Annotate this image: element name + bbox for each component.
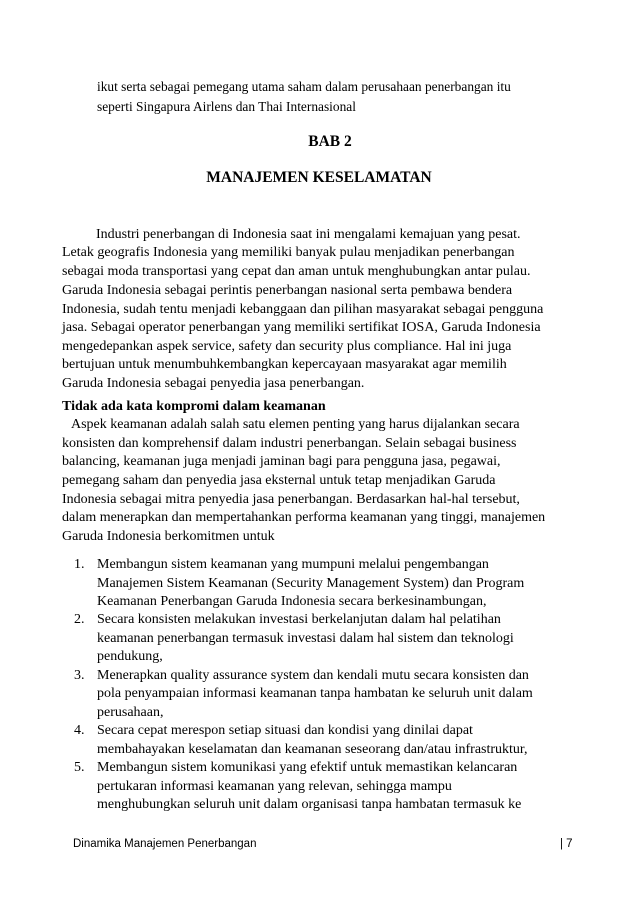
- paragraph1-line: Indonesia, sudah tentu menjadi kebanggaan dan pilihan masyarakat sebagai pengguna: [62, 302, 544, 317]
- paragraph2-line: Garuda Indonesia berkomitmen untuk: [62, 529, 275, 544]
- section-subheading: Tidak ada kata kompromi dalam keamanan: [62, 399, 326, 414]
- list-item-line: Menerapkan quality assurance system dan kendali mutu secara konsisten dan: [97, 668, 529, 683]
- paragraph1-line: sebagai moda transportasi yang cepat dan aman untuk menghubungkan antar pulau.: [62, 264, 531, 279]
- list-item-number: 3.: [74, 668, 85, 683]
- paragraph1-line: Garuda Indonesia sebagai penyedia jasa penerbangan.: [62, 376, 365, 391]
- paragraph1-line: Letak geografis Indonesia yang memiliki banyak pulau menjadikan penerbangan: [62, 245, 515, 260]
- list-item-line: pertukaran informasi keamanan yang relevan, sehingga mampu: [97, 779, 452, 794]
- intro-line-2: seperti Singapura Airlens dan Thai Internasional: [97, 99, 356, 114]
- list-item-line: Manajemen Sistem Keamanan (Security Management System) dan Program: [97, 576, 525, 591]
- list-item-line: perusahaan,: [97, 705, 164, 720]
- list-item-number: 5.: [74, 760, 85, 775]
- list-item-line: Secara konsisten melakukan investasi berkelanjutan dalam hal pelatihan: [97, 612, 501, 627]
- paragraph2-line: Indonesia sebagai mitra penyedia jasa penerbangan. Berdasarkan hal-hal tersebut,: [62, 492, 520, 507]
- intro-line-1: ikut serta sebagai pemegang utama saham dalam perusahaan penerbangan itu: [97, 79, 511, 94]
- list-item-line: Membangun sistem komunikasi yang efektif untuk memastikan kelancaran: [97, 760, 518, 775]
- chapter-title: MANAJEMEN KESELAMATAN: [206, 169, 432, 186]
- paragraph2-line: balancing, keamanan juga menjadi jaminan bagi para pengguna jasa, pegawai,: [62, 454, 501, 469]
- paragraph1-line: Garuda Indonesia sebagai perintis penerbangan nasional serta pembawa bendera: [62, 283, 513, 298]
- paragraph1-line: mengedepankan aspek service, safety dan security plus compliance. Hal ini juga: [62, 339, 512, 354]
- chapter-label: BAB 2: [308, 133, 352, 150]
- list-item-number: 1.: [74, 557, 85, 572]
- paragraph1-line: jasa. Sebagai operator penerbangan yang memiliki sertifikat IOSA, Garuda Indonesia: [62, 320, 541, 335]
- list-item-line: Secara cepat merespon setiap situasi dan kondisi yang dinilai dapat: [97, 723, 473, 738]
- list-item-line: Keamanan Penerbangan Garuda Indonesia secara berkesinambungan,: [97, 594, 487, 609]
- list-item-number: 2.: [74, 612, 85, 627]
- list-item-number: 4.: [74, 723, 85, 738]
- paragraph2-line: konsisten dan komprehensif dalam industri penerbangan. Selain sebagai business: [62, 436, 517, 451]
- list-item-line: menghubungkan seluruh unit dalam organisasi tanpa hambatan termasuk ke: [97, 797, 522, 812]
- paragraph2-line: dalam menerapkan dan mempertahankan performa keamanan yang tinggi, manajemen: [62, 510, 546, 525]
- list-item-line: pendukung,: [97, 649, 163, 664]
- paragraph1-line: bertujuan untuk menumbuhkembangkan kepercayaan masyarakat agar memilih: [62, 357, 507, 372]
- paragraph2-line: Aspek keamanan adalah salah satu elemen penting yang harus dijalankan secara: [71, 417, 520, 432]
- list-item-line: Membangun sistem keamanan yang mumpuni melalui pengembangan: [97, 557, 489, 572]
- paragraph2-line: pemegang saham dan penyedia jasa eksternal untuk tetap menjadikan Garuda: [62, 473, 496, 488]
- list-item-line: keamanan penerbangan termasuk investasi dalam hal sistem dan teknologi: [97, 631, 514, 646]
- page-number: | 7: [560, 838, 573, 850]
- list-item-line: pola penyampaian informasi keamanan tanpa hambatan ke seluruh unit dalam: [97, 686, 533, 701]
- list-item-line: membahayakan keselamatan dan keamanan seseorang dan/atau infrastruktur,: [97, 742, 528, 757]
- footer-title: Dinamika Manajemen Penerbangan: [73, 838, 257, 850]
- paragraph1-line: Industri penerbangan di Indonesia saat ini mengalami kemajuan yang pesat.: [96, 227, 521, 242]
